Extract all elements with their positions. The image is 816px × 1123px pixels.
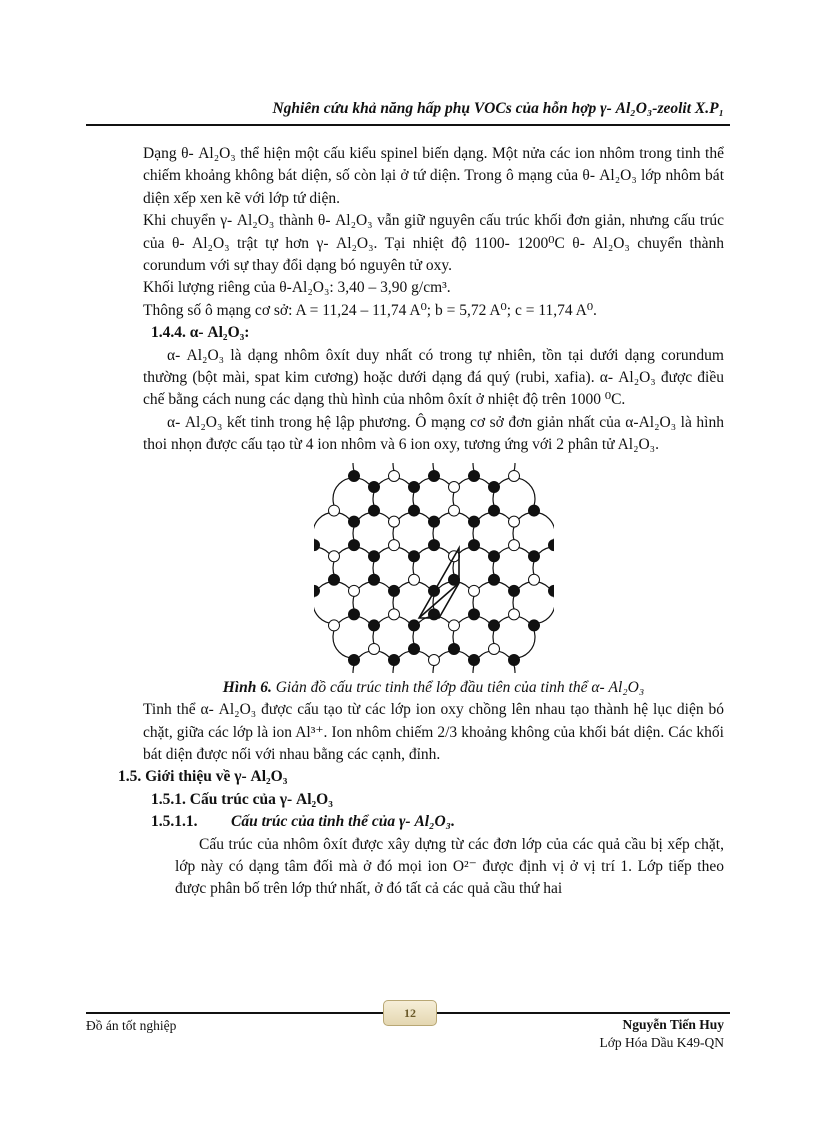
- aluminium-ion: [528, 620, 539, 631]
- vacancy-site: [448, 505, 459, 516]
- aluminium-ion: [468, 654, 479, 665]
- aluminium-ion: [348, 609, 359, 620]
- vacancy-site: [508, 539, 519, 550]
- aluminium-ion: [488, 505, 499, 516]
- footer-left: Đồ án tốt nghiệp: [86, 1018, 177, 1033]
- vacancy-site: [368, 643, 379, 654]
- header-rule: [86, 124, 730, 126]
- vacancy-site: [348, 585, 359, 596]
- vacancy-site: [388, 539, 399, 550]
- aluminium-ion: [468, 609, 479, 620]
- aluminium-ion: [528, 505, 539, 516]
- oxygen-sphere-layer: [314, 463, 554, 673]
- vacancy-site: [468, 585, 479, 596]
- heading-text: Cấu trúc của tinh thể của γ- Al₂O₃.: [231, 813, 455, 831]
- vacancy-site: [388, 470, 399, 481]
- vacancy-site: [508, 470, 519, 481]
- heading-number: 1.5.1.1.: [151, 813, 198, 831]
- aluminium-ion: [428, 516, 439, 527]
- aluminium-ion: [488, 574, 499, 585]
- aluminium-ion: [368, 550, 379, 561]
- footer-author: Nguyễn Tiến Huy: [622, 1017, 724, 1032]
- aluminium-ion: [388, 585, 399, 596]
- aluminium-ion: [488, 481, 499, 492]
- aluminium-ion: [408, 505, 419, 516]
- aluminium-ion: [368, 505, 379, 516]
- section-heading-1-4-4: 1.4.4. α- Al₂O₃:: [151, 324, 250, 342]
- section-heading-1-5-1-1: [143, 811, 724, 833]
- document-body: [118, 143, 724, 901]
- aluminium-ion: [468, 516, 479, 527]
- aluminium-ion: [408, 620, 419, 631]
- aluminium-ion: [508, 585, 519, 596]
- aluminium-ion: [348, 470, 359, 481]
- aluminium-ion: [348, 516, 359, 527]
- aluminium-ion: [408, 643, 419, 654]
- aluminium-ion: [528, 550, 539, 561]
- aluminium-ion: [428, 470, 439, 481]
- section-heading-1-5-1: 1.5.1. Cấu trúc của γ- Al₂O₃: [151, 790, 333, 808]
- aluminium-ion: [488, 550, 499, 561]
- aluminium-ion: [408, 550, 419, 561]
- caption-text: Giản đồ cấu trúc tinh thể lớp đầu tiên của tinh thể α- Al₂O₃: [271, 678, 645, 696]
- footer-class: Lớp Hóa Dầu K49-QN: [599, 1035, 724, 1050]
- vacancy-site: [328, 620, 339, 631]
- figure-caption: [143, 677, 724, 699]
- aluminium-ion: [348, 654, 359, 665]
- aluminium-ion: [468, 470, 479, 481]
- crystal-structure-figure: [314, 463, 554, 673]
- aluminium-ion: [408, 481, 419, 492]
- vacancy-site: [388, 609, 399, 620]
- aluminium-ion: [368, 620, 379, 631]
- paragraph: α- Al₂O₃ là dạng nhôm ôxít duy nhất có trong tự nhiên, tồn tại dưới dạng corundum thường (bột mài, spat kim cương) hoặc dưới dạng đá quý (rubi, xafia). α- Al₂O₃ được điều chế bằng cách nung các dạng thù hình của nhôm ôxít ở nhiệt độ trên 1000 ⁰C.: [143, 346, 724, 409]
- paragraph: Khi chuyển γ- Al₂O₃ thành θ- Al₂O₃ vẫn giữ nguyên cấu trúc khối đơn giản, nhưng cấu trúc của θ- Al₂O₃ trật tự hơn γ- Al₂O₃. Tại nhiệt độ 1100- 1200⁰C θ- Al₂O₃ chuyển thành corundum với sự thay đổi dạng bó nguyên tử oxy.: [143, 212, 724, 275]
- vacancy-site: [508, 609, 519, 620]
- aluminium-ion: [348, 539, 359, 550]
- paragraph: Khối lượng riêng của θ-Al₂O₃: 3,40 – 3,90 g/cm³.: [143, 279, 451, 297]
- aluminium-ion: [488, 620, 499, 631]
- aluminium-ion: [468, 539, 479, 550]
- paragraph: Dạng θ- Al₂O₃ thể hiện một cấu kiểu spinel biến dạng. Một nửa các ion nhôm trong tinh thể chiếm khoảng không bát diện, số còn lại ở tứ diện. Trong ô mạng của θ- Al₂O₃ lớp nhôm bát diện xếp xen kẽ với lớp tứ diện.: [143, 145, 724, 207]
- vacancy-site: [408, 574, 419, 585]
- aluminium-ion: [368, 481, 379, 492]
- paragraph: Tinh thể α- Al₂O₃ được cấu tạo từ các lớp ion oxy chồng lên nhau tạo thành hệ lục diện bó chặt, giữa các lớp là ion Al³⁺. Ion nhôm chiếm 2/3 khoảng không của khối bát diện. Các khối bát diện được nối với nhau bằng các cạnh, đỉnh.: [143, 701, 724, 763]
- vacancy-site: [428, 654, 439, 665]
- vacancy-site: [528, 574, 539, 585]
- vacancy-site: [448, 620, 459, 631]
- paragraph: Cấu trúc của nhôm ôxít được xây dựng từ các đơn lớp của các quả cầu bị xếp chặt, lớp này có dạng tâm đối mà ở đó mọi ion O²⁻ được định vị ở vị trí 1. Lớp tiếp theo được phân bố trên lớp thứ nhất, ở đó tất cả các quả cầu thứ hai: [175, 835, 724, 898]
- section-heading-1-5: 1.5. Giới thiệu về γ- Al₂O₃: [118, 768, 288, 786]
- vacancy-site: [328, 505, 339, 516]
- aluminium-ion: [448, 643, 459, 654]
- vacancy-site: [508, 516, 519, 527]
- vacancy-site: [488, 643, 499, 654]
- paragraph: α- Al₂O₃ kết tinh trong hệ lập phương. Ô mạng cơ sở đơn giản nhất của α-Al₂O₃ là hình thoi nhọn được cấu tạo từ 4 ion nhôm và 6 ion oxy, tương ứng với 2 phân tử Al₂O₃.: [143, 413, 724, 454]
- aluminium-ion: [368, 574, 379, 585]
- aluminium-ion: [428, 539, 439, 550]
- footer-right: [600, 1016, 725, 1052]
- aluminium-ion: [508, 654, 519, 665]
- aluminium-ion: [328, 574, 339, 585]
- caption-label: Hình 6.: [222, 678, 272, 696]
- vacancy-site: [448, 481, 459, 492]
- vacancy-site: [328, 550, 339, 561]
- header-title: Nghiên cứu khả năng hấp phụ VOCs của hỗn hợp γ- Al₂O₃-zeolit X.P₁: [272, 100, 724, 117]
- aluminium-ion: [388, 654, 399, 665]
- page-number-badge: 12: [383, 1000, 437, 1026]
- paragraph: Thông số ô mạng cơ sở: A = 11,24 – 11,74 A⁰; b = 5,72 A⁰; c = 11,74 A⁰.: [143, 301, 597, 319]
- vacancy-site: [388, 516, 399, 527]
